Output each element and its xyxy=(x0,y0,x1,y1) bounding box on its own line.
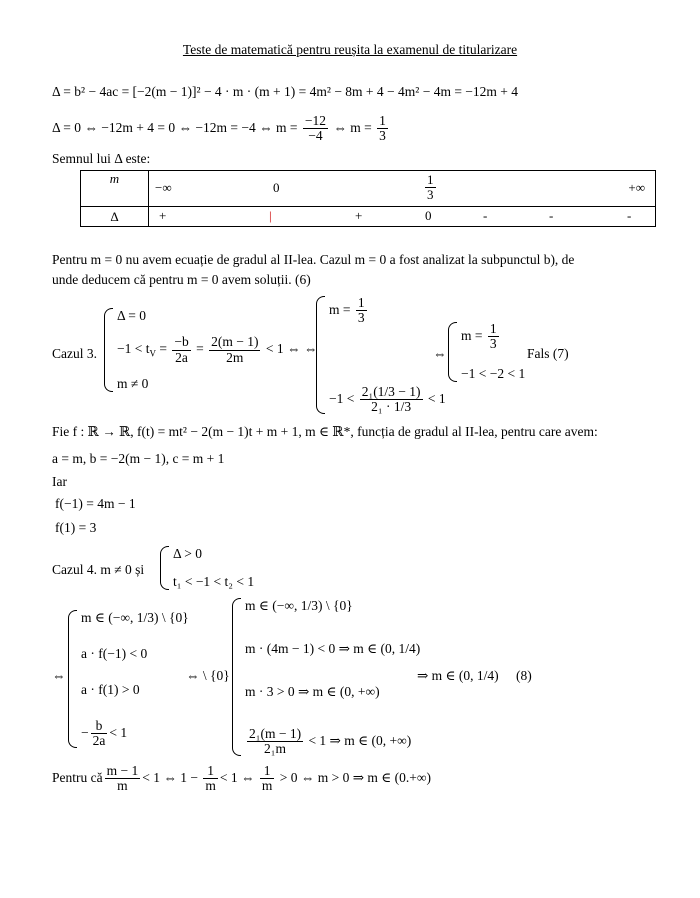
result: ⇒ m ∈ (0, 1/4) xyxy=(417,668,499,683)
big-system-right xyxy=(232,598,420,756)
system-line: m · 3 > 0 ⇒ m ∈ (0, +∞) xyxy=(245,683,380,699)
big-system-left xyxy=(68,610,189,748)
system-line: − $\frac{b}{2a}$ < 1 xyxy=(81,717,128,748)
table-row xyxy=(81,207,656,227)
system-line: m ∈ (−∞, 1/3) \ {0} xyxy=(81,610,189,625)
system-line: Δ > 0 xyxy=(173,546,203,561)
delta-zero-equation xyxy=(52,114,390,143)
sign-bar: | xyxy=(269,208,272,223)
paragraph-line: Pentru m = 0 nu avem ecuație de gradul al II-lea. Cazul m = 0 a fost analizat la subpunctul b), de xyxy=(52,252,575,267)
system-line: Δ = 0 xyxy=(117,308,147,323)
sign-table xyxy=(80,170,656,227)
eq-left: Δ = 0 ⇔ −12m + 4 = 0 ⇔ −12m = −4 ⇔ m = xyxy=(52,119,298,135)
paragraph-line: unde deducem că pentru m = 0 avem soluții. (6) xyxy=(52,272,311,287)
one-third-mark: $\frac{1}{3}$ xyxy=(427,172,434,202)
zero-mark: 0 xyxy=(273,180,280,195)
row-values-m xyxy=(149,171,656,207)
system-line: m = $\frac{1}{3}$ xyxy=(461,321,497,352)
case3-system-left xyxy=(104,308,317,392)
sign-minus: - xyxy=(483,208,488,223)
f-minus-one: f(−1) = 4m − 1 xyxy=(55,496,136,511)
system-line: t₁ < −1 < t₂ < 1 xyxy=(173,574,255,589)
system-line: $\frac{\text{2₁(m − 1)}}{\text{2₁m}}$ < 1 ⇒ m ∈ (0, +∞) xyxy=(249,725,412,756)
equation-tag: (8) xyxy=(516,668,532,683)
case4-system xyxy=(160,546,254,590)
sign-zero: 0 xyxy=(425,208,432,223)
minus-infinity: −∞ xyxy=(155,180,172,195)
row-head-m: m xyxy=(81,171,149,207)
case4-label: Cazul 4. m ≠ 0 și xyxy=(52,562,145,577)
row-values-delta xyxy=(149,207,656,227)
final-line: Pentru că $\frac{m - 1}{m}$ < 1 ⇔ 1 − $\frac{1}{m}$ < 1 ⇔ $\frac{1}{m}$ > 0 ⇔ m > 0 ⇒ m ∈ (0.+∞) xyxy=(52,763,432,794)
system-line: m · (4m − 1) < 0 ⇒ m ∈ (0, 1/4) xyxy=(245,640,421,656)
system-line: −1 < −2 < 1 xyxy=(461,366,526,381)
delta-equation: Δ = b² − 4ac = [−2(m − 1)]² − 4 · m · (m + 1) = 4m² − 8m + 4 − 4m² − 4m = −12m + 4 xyxy=(52,84,519,99)
system-line: −1 < $\frac{\text{2₁(1/3 − 1)}}{\text{2₁ · 1/3}}$ < 1 xyxy=(329,383,446,414)
system-line: a · f(1) > 0 xyxy=(81,682,140,698)
function-definition: Fie f : ℝ → ℝ, f(t) = mt² − 2(m − 1)t + m + 1, m ∈ ℝ*, funcția de gradul al II-lea, pentru care avem: xyxy=(52,424,598,439)
fraction: $\frac{1}{3}$ xyxy=(379,113,386,144)
sign-plus: + xyxy=(159,208,167,223)
sign-minus: - xyxy=(549,208,554,223)
arrow-except-zero: ⇔ \ {0} xyxy=(186,668,230,683)
coefficients: a = m, b = −2(m − 1), c = m + 1 xyxy=(52,451,225,466)
arrow: ⇔ xyxy=(52,668,66,683)
sign-label: Semnul lui Δ este: xyxy=(52,151,151,166)
sign-minus: - xyxy=(627,208,632,223)
page-header: Teste de matematică pentru reușita la examenul de titularizare xyxy=(182,42,518,57)
case3-label: Cazul 3. xyxy=(52,346,97,361)
case3-system-right xyxy=(448,322,525,382)
case3-false-tag: Fals (7) xyxy=(527,346,569,361)
eq-mid: ⇔ m = xyxy=(333,119,372,135)
system-line: a · f(−1) < 0 xyxy=(81,646,148,662)
system-line: m = $\frac{1}{3}$ xyxy=(329,295,365,326)
table-row xyxy=(81,171,656,207)
iar-label: Iar xyxy=(52,474,67,489)
fraction: $\frac{-12}{-4}$ xyxy=(304,113,326,144)
f-one: f(1) = 3 xyxy=(55,520,97,535)
system-line: m ∈ (−∞, 1/3) \ {0} xyxy=(245,598,353,613)
row-head-delta: Δ xyxy=(81,207,149,227)
arrow: ⇔ xyxy=(433,346,447,361)
system-line: $-1 < t_V$ = $\frac{-b}{2a}$ = $\frac{2(m - 1)}{2m}$ < 1 ⇔ ⇔ xyxy=(117,334,318,365)
plus-infinity: +∞ xyxy=(628,180,645,195)
system-line: m ≠ 0 xyxy=(117,376,149,391)
case3-system-mid xyxy=(316,296,446,414)
sign-plus: + xyxy=(355,208,363,223)
